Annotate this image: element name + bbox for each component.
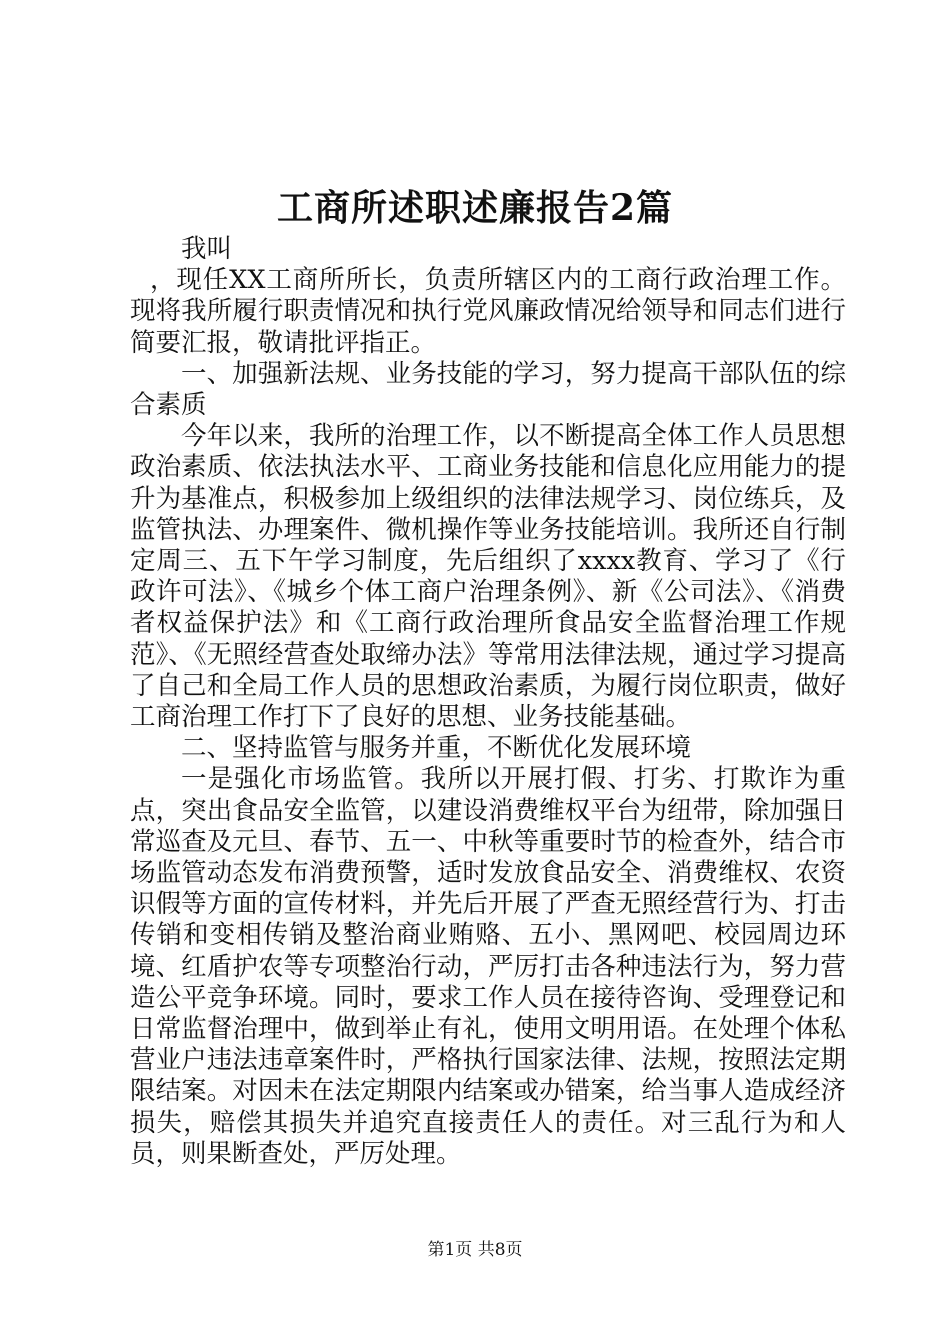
paragraph-section-2-body: 一是强化市场监管。我所以开展打假、打劣、打欺诈为重点，突出食品安全监管，以建设消费维权平台为纽带，除加强日常巡查及元旦、春节、五一、中秋等重要时节的检查外，结合市场监管动态发布消费预警，适时发放食品安全、消费维权、农资识假等方面的宣传材料，并先后开展了严查无照经营行为、打击传销和变相传销及整治商业贿赂、五小、黑网吧、校园周边环境、红盾护农等专项整治行动，严厉打击各种违法行为，努力营造公平竞争环境。同时，要求工作人员在接待咨询、受理登记和日常监督治理中，做到举止有礼，使用文明用语。在处理个体私营业户违法违章案件时，严格执行国家法律、法规，按照法定期限结案。对因未在法定期限内结案或办错案，给当事人造成经济损失，赔偿其损失并追究直接责任人的责任。对三乱行为和人员，则果断查处，严厉处理。: [130, 764, 846, 1169]
section-heading-1: 一、加强新法规、业务技能的学习，努力提高干部队伍的综合素质: [130, 358, 846, 421]
document-title: 工商所述职述廉报告2篇: [276, 187, 674, 229]
paragraph-greeting: 我叫: [181, 234, 233, 264]
paragraph-introduction: ，现任XX工商所所长，负责所辖区内的工商行政治理工作。现将我所履行职责情况和执行党风廉政情况给领导和同志们进行简要汇报，敬请批评指正。: [130, 265, 846, 358]
page-number-footer: 第1页 共8页: [427, 1240, 523, 1260]
paragraph-section-1-body: 今年以来，我所的治理工作，以不断提高全体工作人员思想政治素质、依法执法水平、工商业务技能和信息化应用能力的提升为基准点，积极参加上级组织的法律法规学习、岗位练兵，及监管执法、办理案件、微机操作等业务技能培训。我所还自行制定周三、五下午学习制度，先后组织了xxxx教育、学习了《行政许可法》、《城乡个体工商户治理条例》、新《公司法》、《消费者权益保护法》和《工商行政治理所食品安全监督治理工作规范》、《无照经营查处取缔办法》等常用法律法规，通过学习提高了自己和全局工作人员的思想政治素质，为履行岗位职责，做好工商治理工作打下了良好的思想、业务技能基础。: [130, 421, 846, 733]
section-heading-2: 二、坚持监管与服务并重，不断优化发展环境: [181, 733, 692, 764]
document-body: [130, 234, 846, 1170]
